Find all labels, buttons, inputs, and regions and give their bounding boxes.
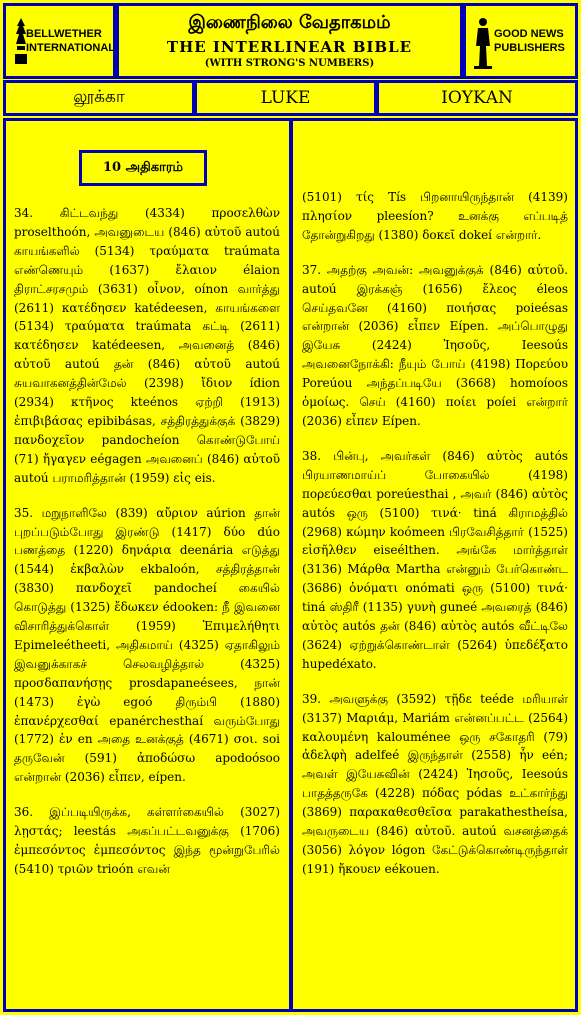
right-logo-line2: PUBLISHERS xyxy=(494,42,565,54)
left-logo-line1: BELLWETHER xyxy=(26,28,102,40)
chapter-label: 10 அதிகாரம் xyxy=(79,150,207,186)
title-subtitle: (WITH STRONG'S NUMBERS) xyxy=(204,58,375,69)
title-english: THE INTERLINEAR BIBLE xyxy=(166,38,413,56)
book-name-tamil: லூக்கா xyxy=(3,80,195,116)
verse-34: 34. கிட்டவந்து (4334) προσελθὼν proselthoón, அவனுடைய (846) αὐτοῦ autoú காயங்களில் (5134) τραύματα traúmata எண்ணெயும் (1637) ἔλαιον élaion திராட்சரசமும் (3631) οἶνον, oínon வார்த்து (2611) κατέδησεν katédeesen, காயங்களை (5134) τραύματα traúmata கட்டி (2611) κατέδησεν katédeesen, அவனைத் (846) αὐτοῦ autoú தன் (846) αὐτοῦ autoú சுயவாகனத்தின்மேல் (2398) ἴδιον ídion (2934) κτῆνος kteénos ஏற்றி (1913) ἐπιβιβάσας epibibásas, சத்திரத்துக்குக் (3829) πανδοχεῖον pandocheíon கொண்டுபோய் (71) ἤγαγεν eégagen அவனைப் (846) αὐτοῦ autoú பராமரித்தான் (1959) εἰς eis. xyxy=(14,206,280,485)
verse-37: 37. அதற்கு அவன்: அவனுக்குக் (846) αὐτοῦ. autoú இரக்கஞ் (1656) ἔλεος éleos செய்தவனே (4160) ποιήσας poieésas என்றான் (2036) εἶπεν Eípen. அப்பொழுது இயேசு (2424) Ἰησοῦς, Ieesoús அவனைநோக்கி: நீயும் போய் (4198) Πορεύου Poreúou அந்தப்படியே (3668) homoíoos ὁμοίως. செய் (4160) ποίει poíei என்றார் (2036) εἶπεν Eípen. xyxy=(302,262,568,428)
title-tamil: இணைநிலை வேதாகமம் xyxy=(188,12,391,33)
verse-36: 36. இப்படியிருக்க, கள்ளர்கையில் (3027) λῃστάς; leestás அகப்பட்டவனுக்கு (1706) ἐμπεσόντος ἐμπεσόντος இந்த மூன்றுபேரில் (5410) τριῶν trioón எவன் xyxy=(14,805,280,876)
verse-35: 35. மறுநாளிலே (839) αὔριον aúrion தான் புறப்படும்போது இரண்டு (1417) δύο dúo பணத்தை (1220) δηνάρια deenária எடுத்து (1544) ἐκβαλὼν ekbaloón, சத்திரத்தான் (3830) πανδοχεῖ pandocheí கையில் கொடுத்து (1325) ἔδωκεν édooken: நீ இவனை விசாரித்துக்கொள் (1959) Ἐπιμελήθητι Epimeleétheeti, அதிகமாய் (4325) ஏதாகிலும் இவனுக்காகச் செலவழித்தால் (4325) προσδαπανήσῃς prosdapaneésees, நான் (1473) ἐγὼ egoó திரும்பி (1880) ἐπανέρχεσθαί epanérchesthaí வரும்போது (1772) ἐν en அதை உனக்குத் (4671) σοι. soi தருவேன் (591) ἀποδώσω apodoósoo என்றான் (2036) εἶπεν, eípen. xyxy=(14,505,280,785)
lamp-icon xyxy=(12,16,30,68)
verse-36-continued: (5101) τίς Tís பிறனாயிருந்தான் (4139) πλησίον pleesíon? உனக்கு எப்படித் தோன்றுகிறது (1380) δοκεῖ dokeí என்றார். xyxy=(302,190,568,242)
verse-39: 39. அவளுக்கு (3592) τῇδε teéde மரியாள் (3137) Μαριάμ, Mariám என்னப்பட்ட (2564) καλουμένη kalouménee ஒரு சகோதரி (79) ἀδελφὴ adelfeé இருந்தாள் (2558) ἦν eén; அவள் இயேசுவின் (2424) Ἰησοῦς, Ieesoús பாதத்தருகே (4228) πόδας pódas உட்கார்ந்து (3869) παρακαθεσθεῖσα parakathestheísa, அவருடைய (846) αὐτοῦ. autoú வசனத்தைக் (3056) λόγον lógon கேட்டுக்கொண்டிருந்தாள் (191) ἤκουεν eékouen. xyxy=(302,691,568,876)
left-column-text xyxy=(14,204,280,895)
bellwether-logo xyxy=(3,3,116,79)
right-logo-line1: GOOD NEWS xyxy=(494,28,564,40)
left-logo-line2: INTERNATIONAL xyxy=(26,42,116,54)
verse-38: 38. பின்பு, அவர்கள் (846) αὐτὸς autós பிரயாணமாய்ப் போகையில் (4198) πορεύεσθαι poreúesthai , அவர் (846) αὐτὸς autós ஒரு (5100) τινά· tiná கிராமத்தில் (2968) κώμην koómeen பிரவேசித்தார் (1525) εἰσῆλθεν eiseélthen. அங்கே மார்த்தாள் (3136) Μάρθα Martha என்னும் பேர்கொண்ட (3686) ὀνόματι onómati ஒரு (5100) τινά· tiná ஸ்திரீ (1135) γυνὴ guneé அவரைத் (846) αὐτὸς autós தன் (846) αὐτὸς autós வீட்டிலே (3624) ஏற்றுக்கொண்டாள் (5264) ὑπεδέξατο hupedéxato. xyxy=(302,448,568,671)
book-name-greek: ΙΟΥΚΑΝ xyxy=(376,80,578,116)
figure-icon xyxy=(472,16,494,70)
right-column-text xyxy=(302,188,568,895)
title-box xyxy=(116,3,463,79)
good-news-logo xyxy=(463,3,578,79)
book-name-english: LUKE xyxy=(194,80,377,116)
